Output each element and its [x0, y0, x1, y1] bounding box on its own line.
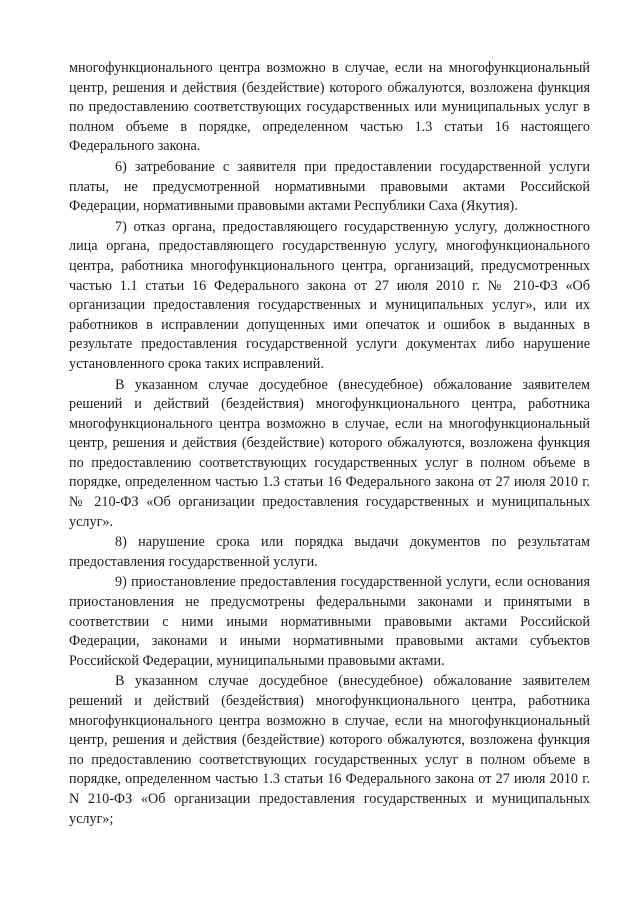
- paragraph-continuation: многофункционального центра возможно в случае, если на многофункциональный центр, решения и действия (бездействие) которого обжалуются, возложена функция по предоставлению соответствующих государственных или муниципальных услуг в полном объеме в порядке, определенном частью 1.3 статьи 16 настоящего Федерального закона.: [69, 60, 590, 155]
- paragraph-item-9: 9) приостановление предоставления государственной услуги, если основания приостановления не предусмотрены федеральными законами и принятыми в соответствии с ними иными нормативными правовыми актами Российской Федерации, законами и иными нормативными правовыми актами субъектов Российской Федерации, муниципальными правовыми актами.: [69, 574, 590, 669]
- paragraph-item-6: 6) затребование с заявителя при предоставлении государственной услуги платы, не предусмотренной нормативными правовыми актами Российской Федерации, нормативными правовыми актами Республики Саха (Якутия).: [69, 158, 590, 215]
- paragraph-item-7: 7) отказ органа, предоставляющего государственную услугу, должностного лица органа, предоставляющего государственную услугу, многофункционального центра, работника многофункционального центра, организаций, предусмотренных частью 1.1 статьи 16 Федерального закона от 27 июля 2010 г. № 210-ФЗ «Об организации предоставления государственных и муниципальных услуг», или их работников в исправлении допущенных ими опечаток и ошибок в выданных в результате предоставления государственной услуги документах либо нарушение установленного срока таких исправлений.: [69, 218, 590, 372]
- paragraph-item-8: 8) нарушение срока или порядка выдачи документов по результатам предоставления государственной услуги.: [69, 534, 590, 570]
- paragraph-item-7-appeal: В указанном случае досудебное (внесудебное) обжалование заявителем решений и действий (бездействия) многофункционального центра, работника многофункционального центра возможно в случае, если на многофункциональный центр, решения и действия (бездействие) которого обжалуются, возложена функция по предоставлению соответствующих государственных услуг в полном объеме в порядке, определенном частью 1.3 статьи 16 Федерального закона от 27 июля 2010 г. № 210-ФЗ «Об организации предоставления государственных и муниципальных услуг».: [69, 376, 590, 530]
- paragraph-item-9-appeal: В указанном случае досудебное (внесудебное) обжалование заявителем решений и действий (бездействия) многофункционального центра, работника многофункционального центра возможно в случае, если на многофункциональный центр, решения и действия (бездействие) которого обжалуются, возложена функция по предоставлению соответствующих государственных услуг в полном объеме в порядке, определенном частью 1.3 статьи 16 Федерального закона от 27 июля 2010 г. N 210-ФЗ «Об организации предоставления государственных и муниципальных услуг»;: [69, 673, 590, 827]
